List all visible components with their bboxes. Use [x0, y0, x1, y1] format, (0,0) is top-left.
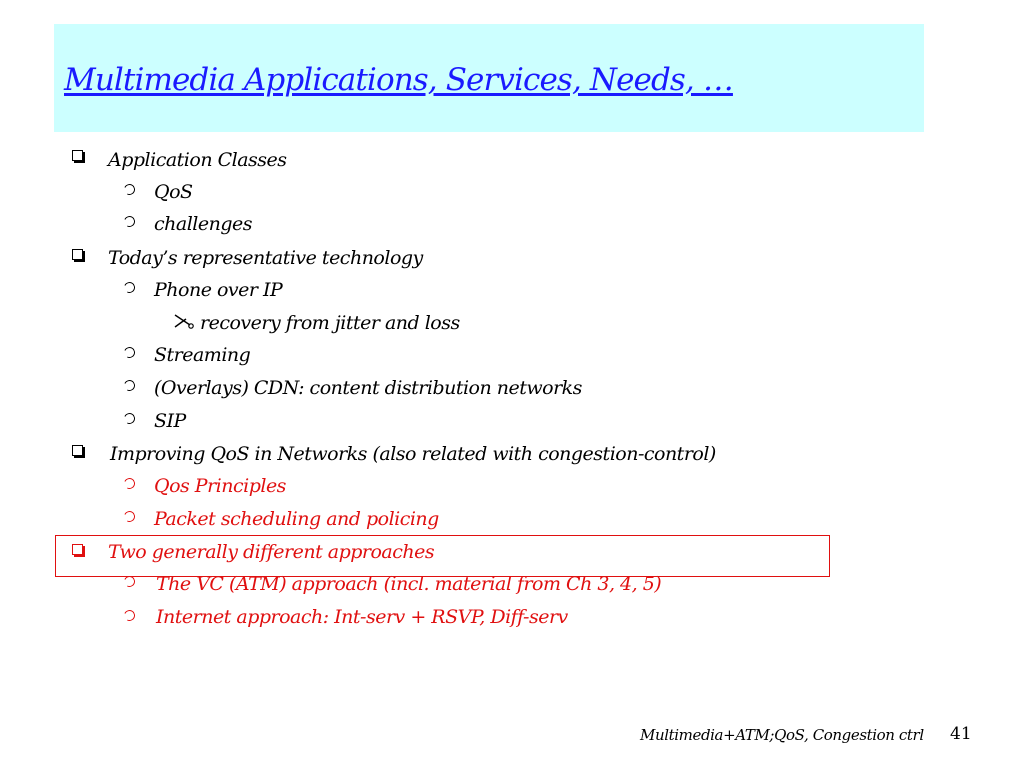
sub-bullet-challenges: challenges	[154, 213, 252, 235]
sub-bullet-internet-approach: Internet approach: Int-serv + RSVP, Diff-serv	[156, 606, 568, 628]
slide-title: Multimedia Applications, Services, Needs, …	[64, 62, 733, 98]
square-bullet-icon	[72, 544, 83, 555]
page-number: 41	[950, 724, 972, 744]
sub-sub-bullet-recovery: recovery from jitter and loss	[200, 312, 460, 334]
sub-bullet-phone-over-ip: Phone over IP	[154, 279, 283, 301]
circle-bullet-icon	[122, 509, 136, 523]
bullet-representative-technology: Today’s representative technology	[108, 247, 423, 269]
sub-bullet-qos: QoS	[154, 181, 193, 203]
bullet-improving-qos: Improving QoS in Networks (also related with congestion-control)	[110, 443, 716, 465]
circle-bullet-icon	[122, 378, 136, 392]
sub-bullet-packet-scheduling: Packet scheduling and policing	[154, 508, 439, 530]
sub-bullet-vc-atm: The VC (ATM) approach (incl. material from Ch 3, 4, 5)	[156, 573, 662, 595]
circle-bullet-icon	[122, 345, 136, 359]
circle-bullet-icon	[122, 182, 136, 196]
circle-bullet-icon	[122, 608, 136, 622]
slide-footer: Multimedia+ATM;QoS, Congestion ctrl	[640, 726, 924, 744]
circle-bullet-icon	[122, 280, 136, 294]
bullet-two-approaches: Two generally different approaches	[108, 541, 435, 563]
square-bullet-icon	[72, 150, 83, 161]
sub-bullet-streaming: Streaming	[154, 344, 251, 366]
circle-bullet-icon	[122, 411, 136, 425]
bullet-application-classes: Application Classes	[108, 149, 287, 171]
circle-bullet-icon	[122, 214, 136, 228]
square-bullet-icon	[72, 249, 83, 260]
sub-bullet-sip: SIP	[154, 410, 186, 432]
square-bullet-icon	[72, 445, 83, 456]
scissors-bullet-icon	[174, 313, 194, 329]
sub-bullet-cdn: (Overlays) CDN: content distribution networks	[154, 377, 582, 399]
circle-bullet-icon	[122, 476, 136, 490]
sub-bullet-qos-principles: Qos Principles	[154, 475, 286, 497]
